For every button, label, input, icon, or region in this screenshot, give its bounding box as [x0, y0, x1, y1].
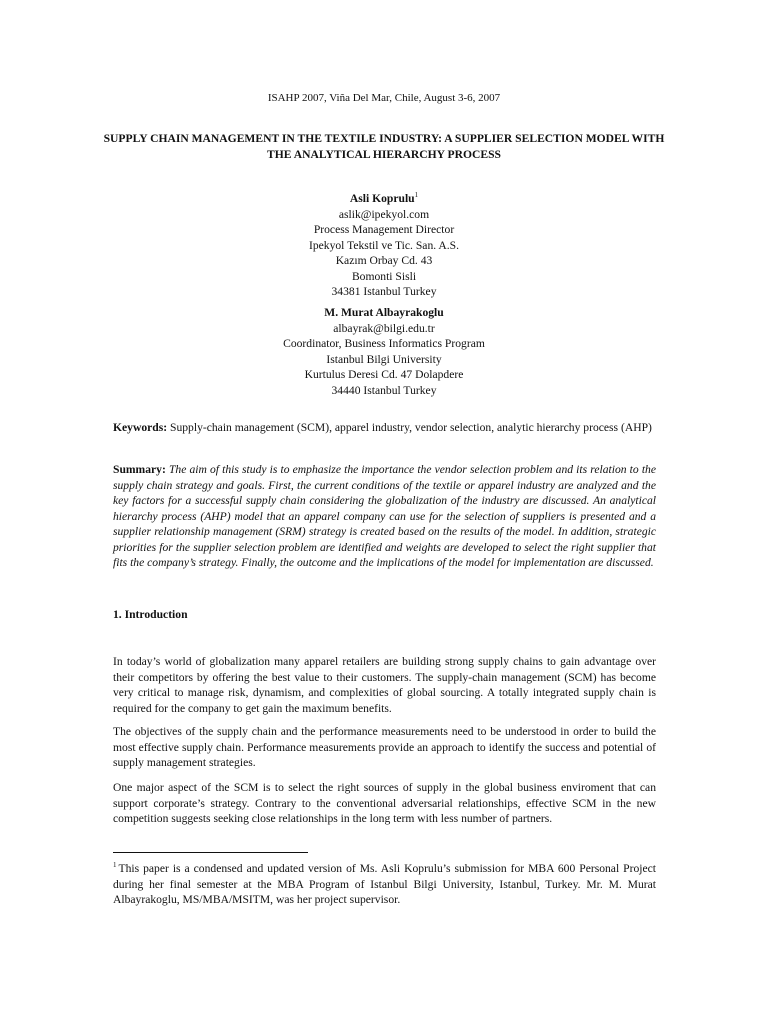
summary-text: The aim of this study is to emphasize the importance the vendor selection problem and its relation to the supply chain strategy and goals. First, the current conditions of the textile or apparel industry are analyzed and the key factors for a successful supply chain considering the globalization of the industry are discussed. An analytical hierarchy process (AHP) model that an apparel company can use for the selection of suppliers is presented and a supplier relationship management (SRM) strategy is created based on the results of the model. In addition, strategic priorities for the supplier selection problem are identified and weights are developed to select the right supplier that fits the company’s strategy. Finally, the outcome and the implications of the model for implementation are discussed. — [113, 463, 656, 569]
author-footnote-mark: 1 — [414, 191, 419, 199]
paper-title: SUPPLY CHAIN MANAGEMENT IN THE TEXTILE INDUSTRY: A SUPPLIER SELECTION MODEL WITH THE ANALYTICAL HIERARCHY PROCESS — [103, 132, 665, 161]
summary-paragraph — [113, 462, 656, 571]
section-heading-introduction: 1. Introduction — [113, 608, 188, 621]
footnote — [113, 858, 656, 908]
author-block-1 — [0, 188, 768, 300]
author-position-1: Process Management Director — [313, 223, 455, 236]
intro-paragraph-1: In today’s world of globalization many apparel retailers are building strong supply chains to gain advantage over their competitors by offering the best value to their customers. The supply-chain management (SCM) has become very critical to manage risk, dynamism, and complexities of global sourcing. A totally integrated supply chain is required for the company to get gain the maximum benefits. — [113, 655, 656, 715]
author-email-2: albayrak@bilgi.edu.tr — [333, 321, 435, 335]
author-name-2: M. Murat Albayrakoglu — [324, 306, 444, 319]
author-address-2b: 34440 Istanbul Turkey — [331, 383, 437, 397]
author-address-2a: Kurtulus Deresi Cd. 47 Dolapdere — [304, 368, 464, 381]
keywords-label: Keywords: — [113, 421, 168, 434]
summary-label: Summary: — [113, 463, 166, 476]
footnote-divider — [113, 852, 308, 853]
author-position-2: Coordinator, Business Informatics Program — [283, 337, 485, 350]
author-block-2 — [0, 305, 768, 398]
author-name-1: Asli Koprulu — [349, 192, 415, 205]
intro-paragraph-2: The objectives of the supply chain and the performance measurements need to be understood in order to build the most effective supply chain. Performance measurements provide an approach to identify the success and potential of supply management strategies. — [113, 725, 656, 769]
author-organization-1: Ipekyol Tekstil ve Tic. San. A.S. — [308, 238, 460, 252]
keywords-paragraph — [113, 420, 656, 436]
author-email-1: aslik@ipekyol.com — [338, 207, 430, 221]
conference-header: ISAHP 2007, Viña Del Mar, Chile, August 3-6, 2007 — [267, 92, 501, 104]
footnote-mark: 1 — [113, 861, 117, 869]
author-address-1a: Kazım Orbay Cd. 43 — [335, 254, 433, 267]
author-address-1c: 34381 Istanbul Turkey — [331, 285, 437, 298]
footnote-text: This paper is a condensed and updated version of Ms. Asli Koprulu’s submission for MBA 600 Personal Project during her final semester at the MBA Program of Istanbul Bilgi University, Istanbul, Turkey. Mr. M. Murat Albayrakoglu, MS/MBA/MSITM, was her project supervisor. — [113, 862, 656, 906]
intro-paragraph-3: One major aspect of the SCM is to select the right sources of supply in the global business enviroment that can support corporate’s strategy. Contrary to the conventional adversarial relationships, effective SCM in the new competition suggests seeking close relationships in the long term with less number of partners. — [113, 781, 656, 825]
author-address-1b: Bomonti Sisli — [351, 269, 417, 283]
keywords-text: Supply-chain management (SCM), apparel industry, vendor selection, analytic hierarchy process (AHP) — [170, 421, 652, 434]
author-organization-2: Istanbul Bilgi University — [326, 352, 442, 366]
